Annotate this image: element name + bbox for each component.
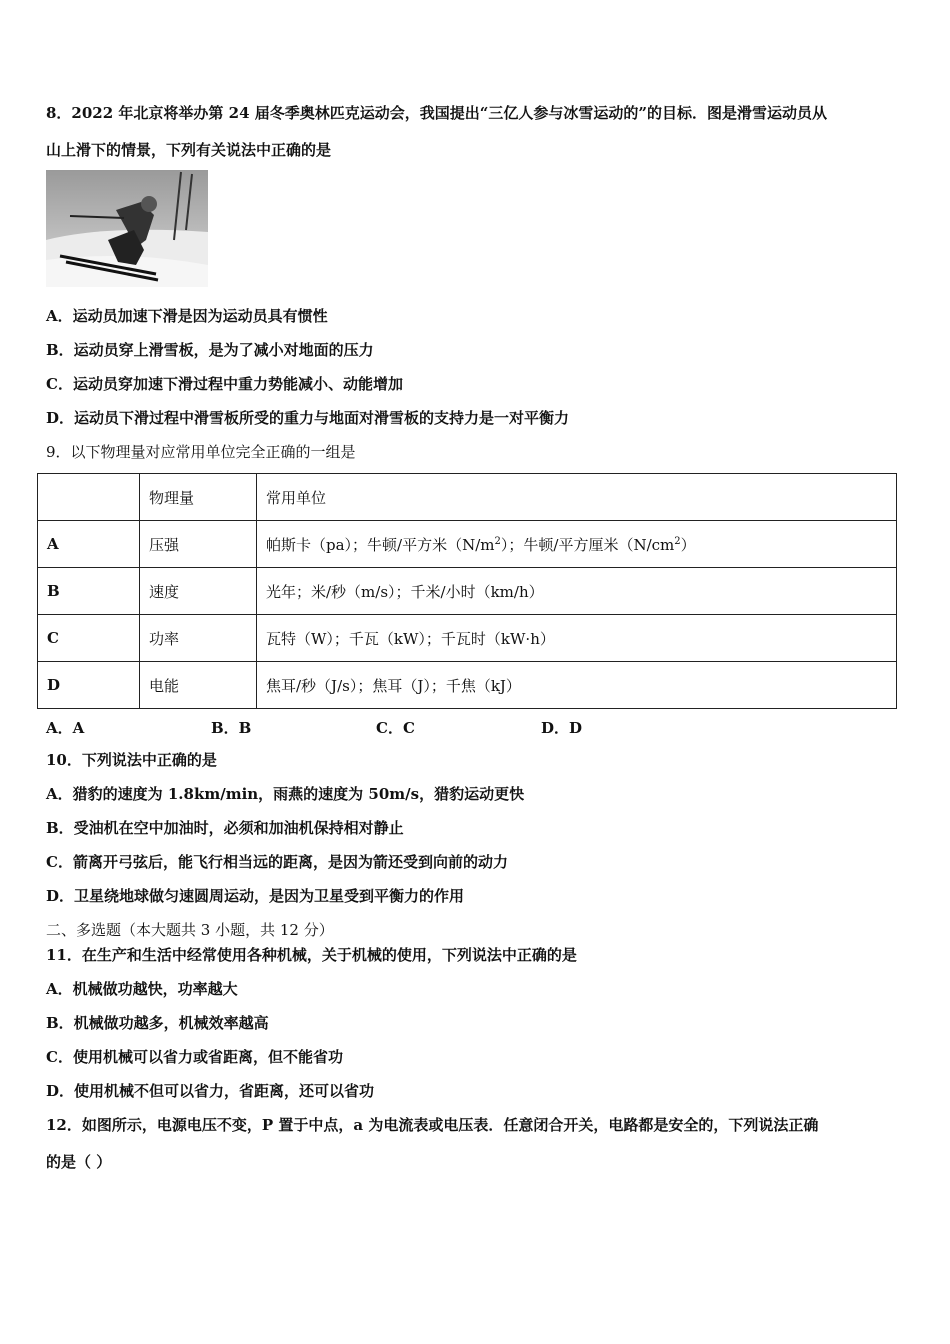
q9-option-b: B．B [211, 719, 252, 737]
q8-option-c: C．运动员穿加速下滑过程中重力势能减小、动能增加 [46, 375, 403, 393]
row-quantity: 功率 [140, 615, 257, 662]
q8-option-b: B．运动员穿上滑雪板，是为了减小对地面的压力 [46, 341, 374, 359]
q10-option-d: D．卫星绕地球做匀速圆周运动，是因为卫星受到平衡力的作用 [46, 887, 465, 905]
q12-stem-line1: 12．如图所示，电源电压不变，P 置于中点，a 为电流表或电压表．任意闭合开关，电路都是安全的，下列说法正确 [46, 1116, 819, 1134]
row-label: A [38, 521, 140, 568]
table-row [38, 521, 897, 568]
table-header-units: 常用单位 [257, 474, 897, 521]
q11-option-d: D．使用机械不但可以省力，省距离，还可以省功 [46, 1082, 375, 1100]
row-units: 焦耳/秒（J/s）；焦耳（J）；千焦（kJ） [257, 662, 897, 709]
row-units: 光年；米/秒（m/s）；千米/小时（km/h） [257, 568, 897, 615]
row-label: D [38, 662, 140, 709]
units-part-c: ） [680, 535, 696, 554]
units-table [37, 473, 897, 709]
row-units [257, 521, 897, 568]
table-header-row [38, 474, 897, 521]
units-part-a: 帕斯卡（pa）；牛顿/平方米（N/m [266, 535, 495, 554]
q11-option-a: A．机械做功越快，功率越大 [46, 980, 238, 998]
q11-option-c: C．使用机械可以省力或省距离，但不能省功 [46, 1048, 343, 1066]
table-row [38, 568, 897, 615]
units-sup-b: 2 [674, 535, 681, 547]
row-label: C [38, 615, 140, 662]
q9-stem: 9．以下物理量对应常用单位完全正确的一组是 [46, 443, 356, 461]
q12-stem-line2: 的是（ ） [46, 1153, 112, 1171]
q11-stem: 11．在生产和生活中经常使用各种机械，关于机械的使用，下列说法中正确的是 [46, 946, 577, 964]
skier-photo [46, 170, 208, 287]
q8-option-d: D．运动员下滑过程中滑雪板所受的重力与地面对滑雪板的支持力是一对平衡力 [46, 409, 570, 427]
units-part-b: ）；牛顿/平方厘米（N/cm [500, 535, 675, 554]
table-row [38, 662, 897, 709]
q10-stem: 10．下列说法中正确的是 [46, 751, 217, 769]
q8-stem-line1: 8．2022 年北京将举办第 24 届冬季奥林匹克运动会，我国提出“三亿人参与冰雪运动的”的目标．图是滑雪运动员从 [46, 104, 827, 122]
q8-stem-line2: 山上滑下的情景，下列有关说法中正确的是 [46, 141, 332, 159]
row-units: 瓦特（W）；千瓦（kW）；千瓦时（kW·h） [257, 615, 897, 662]
q10-option-b: B．受油机在空中加油时，必须和加油机保持相对静止 [46, 819, 404, 837]
row-label: B [38, 568, 140, 615]
q9-option-a: A．A [46, 719, 85, 737]
row-quantity: 电能 [140, 662, 257, 709]
units-sup-a: 2 [494, 535, 501, 547]
table-row [38, 615, 897, 662]
q8-option-a: A．运动员加速下滑是因为运动员具有惯性 [46, 307, 328, 325]
q9-option-c: C．C [376, 719, 415, 737]
q10-option-c: C．箭离开弓弦后，能飞行相当远的距离，是因为箭还受到向前的动力 [46, 853, 508, 871]
row-quantity: 速度 [140, 568, 257, 615]
q9-option-d: D．D [541, 719, 583, 737]
table-header-quantity: 物理量 [140, 474, 257, 521]
row-quantity: 压强 [140, 521, 257, 568]
q10-option-a: A．猎豹的速度为 1.8km/min，雨燕的速度为 50m/s，猎豹运动更快 [46, 785, 525, 803]
table-header-blank [38, 474, 140, 521]
section-heading: 二、多选题（本大题共 3 小题，共 12 分） [46, 921, 334, 939]
q11-option-b: B．机械做功越多，机械效率越高 [46, 1014, 269, 1032]
